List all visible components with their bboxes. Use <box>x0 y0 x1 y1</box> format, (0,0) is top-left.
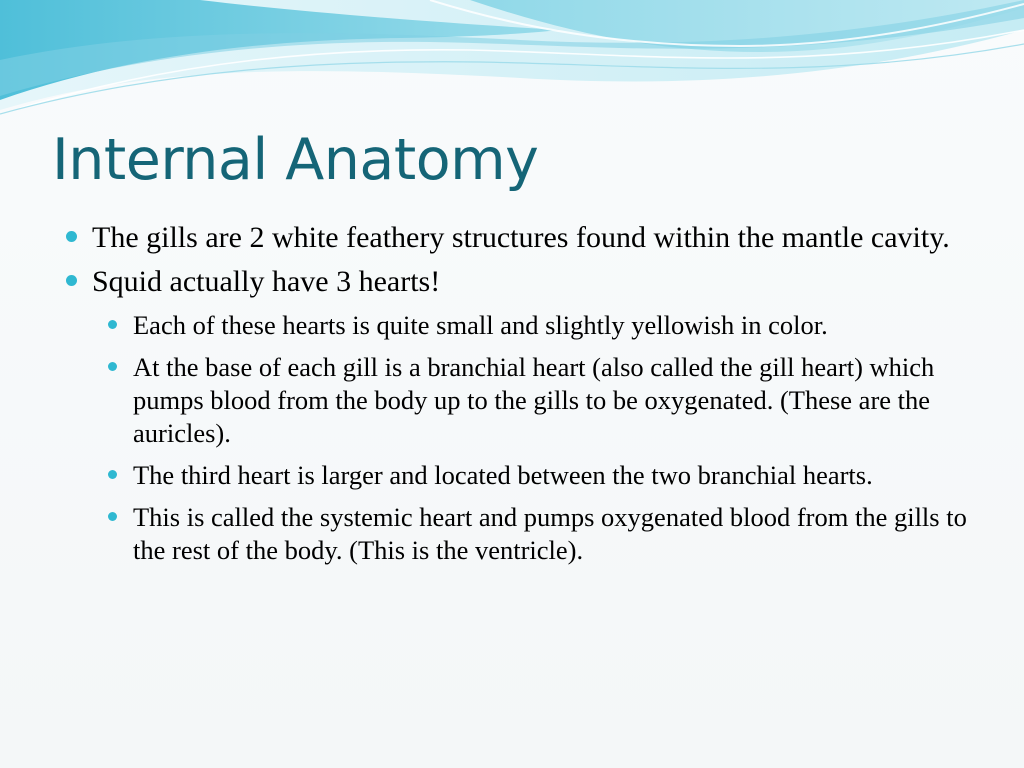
bullet-gills <box>60 220 975 256</box>
bullet-dot-icon <box>108 470 117 479</box>
slide-body <box>60 220 975 567</box>
bullet-hearts <box>60 264 975 300</box>
sub-bullet-text: At the base of each gill is a branchial heart (also called the gill heart) which pumps blood from the body up to the gills to be oxygenated. (These are the auricles). <box>133 352 935 448</box>
sub-bullet-text: Each of these hearts is quite small and slightly yellowish in color. <box>133 310 828 340</box>
bullet-text: Squid actually have 3 hearts! <box>92 265 441 298</box>
slide-title: Internal Anatomy <box>52 127 539 193</box>
sub-bullet-third-heart <box>101 459 975 492</box>
sub-bullet-heart-size <box>101 309 975 342</box>
header-wave-decoration <box>0 0 1024 130</box>
bullet-dot-icon <box>66 275 77 286</box>
sub-bullet-text: This is called the systemic heart and pumps oxygenated blood from the gills to the rest of the body. (This is the ventricle). <box>133 502 967 565</box>
bullet-text: The gills are 2 white feathery structures found within the mantle cavity. <box>92 221 950 254</box>
bullet-dot-icon <box>108 320 117 329</box>
bullet-dot-icon <box>108 362 117 371</box>
sub-bullet-text: The third heart is larger and located between the two branchial hearts. <box>133 460 873 490</box>
bullet-dot-icon <box>108 512 117 521</box>
bullet-dot-icon <box>66 231 77 242</box>
sub-bullet-branchial-heart <box>101 351 975 450</box>
sub-bullet-systemic-heart <box>101 501 975 567</box>
